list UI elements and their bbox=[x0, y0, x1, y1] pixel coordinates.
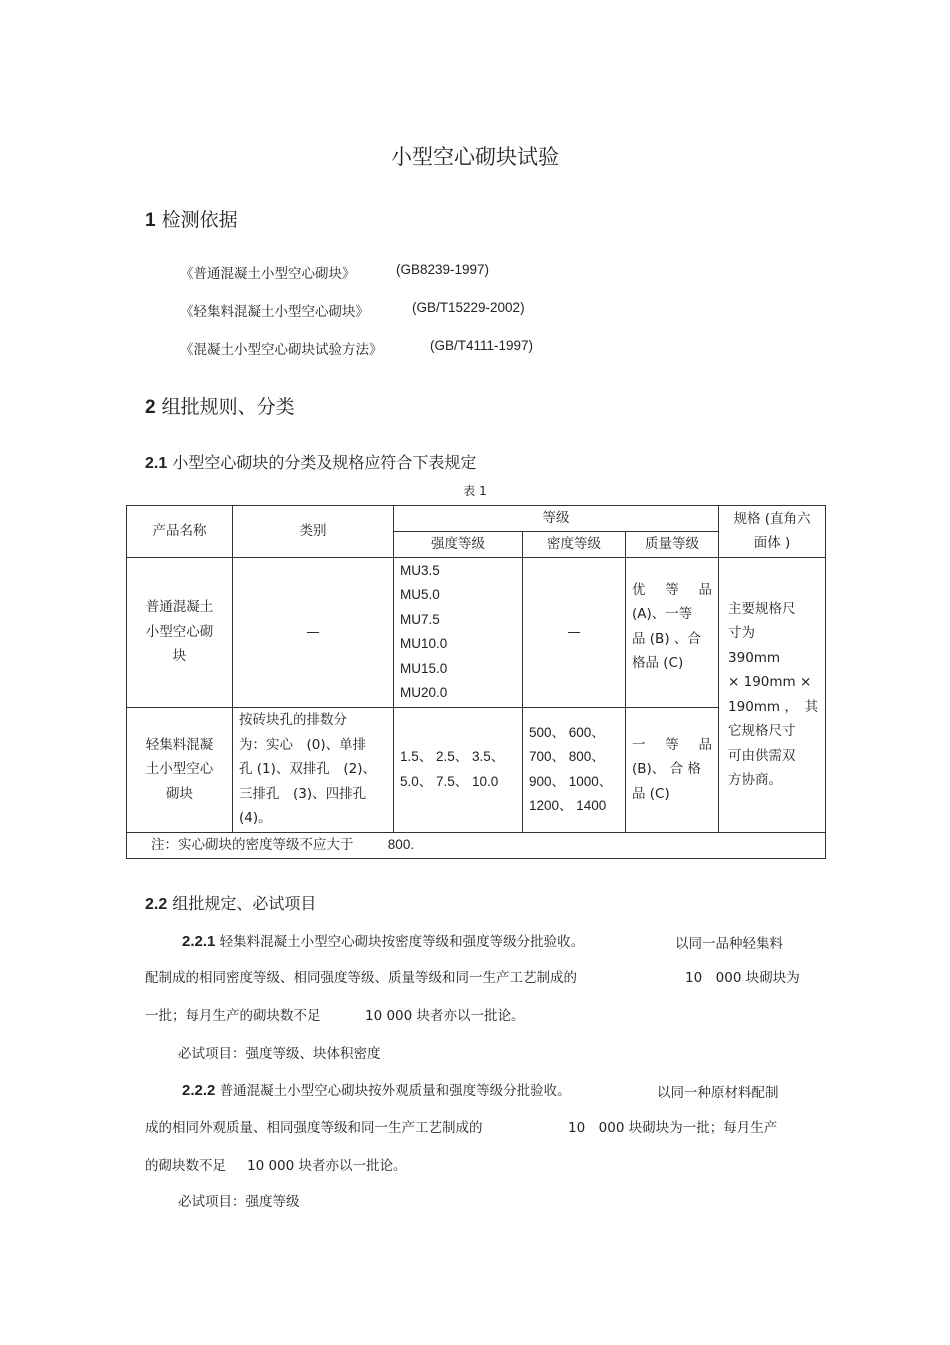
section-2-1-title: 小型空心砌块的分类及规格应符合下表规定 bbox=[172, 453, 477, 472]
header-quality-grade: 质量等级 bbox=[626, 531, 719, 557]
page-title: 小型空心砌块试验 bbox=[391, 145, 559, 169]
header-density-grade: 密度等级 bbox=[523, 531, 626, 557]
row2-type-line: (4)。 bbox=[239, 810, 272, 827]
clause-2-2-1-line-3-end: 10 000 块者亦以一批论。 bbox=[365, 1008, 525, 1024]
row1-quality-line: 优 等 品 bbox=[632, 581, 713, 598]
row1-quality-line: 品 (B) 、合 bbox=[632, 630, 701, 647]
reference-3-name: 《混凝土小型空心砌块试验方法》 bbox=[180, 342, 383, 358]
clause-2-2-2-number: 2.2.2 bbox=[182, 1082, 216, 1099]
row1-type: — bbox=[233, 557, 394, 707]
table-caption: 表 1 bbox=[463, 484, 487, 498]
row2-product-name bbox=[127, 707, 233, 832]
row2-quality bbox=[626, 707, 719, 832]
row2-product-line: 砌块 bbox=[166, 785, 193, 802]
spec-cell bbox=[719, 557, 826, 832]
row2-quality-line: (B)、 合 格 bbox=[632, 761, 701, 778]
table-row bbox=[127, 557, 826, 707]
row1-strength-value: MU7.5 bbox=[400, 611, 440, 627]
row2-type-line: 孔 (1)、双排孔 (2)、 bbox=[239, 761, 377, 778]
clause-2-2-2-line-3-end: 10 000 块者亦以一批论。 bbox=[247, 1158, 407, 1174]
clause-2-2-1-line-1 bbox=[182, 930, 584, 950]
reference-1-code: (GB8239-1997) bbox=[396, 262, 490, 277]
clause-2-2-1-required-tests: 必试项目：强度等级、块体积密度 bbox=[178, 1046, 381, 1062]
section-2-1-number: 2.1 bbox=[145, 455, 168, 472]
row2-density-grades bbox=[523, 707, 626, 832]
section-2-2-number: 2.2 bbox=[145, 896, 168, 913]
row1-strength-value: MU3.5 bbox=[400, 562, 440, 578]
section-1-number: 1 bbox=[145, 210, 156, 231]
row2-density-line: 900、 1000、 bbox=[529, 773, 613, 789]
row1-product-name bbox=[127, 557, 233, 707]
row1-quality-line: 格品 (C) bbox=[632, 655, 684, 671]
table-note-value: 800. bbox=[387, 836, 415, 852]
row1-product-line: 小型空心砌 bbox=[145, 623, 214, 640]
clause-text: 轻集料混凝土小型空心砌块按密度等级和强度等级分批验收。 bbox=[219, 934, 585, 950]
clause-2-2-1-line-3: 一批；每月生产的砌块数不足 bbox=[145, 1008, 321, 1024]
row1-product-line: 块 bbox=[172, 648, 187, 665]
row1-strength-value: MU5.0 bbox=[400, 587, 440, 602]
row2-density-line: 500、 600、 bbox=[529, 724, 605, 740]
clause-2-2-2-required-tests: 必试项目：强度等级 bbox=[178, 1194, 300, 1210]
row1-strength-grades bbox=[394, 557, 523, 707]
block-classification-table bbox=[126, 505, 826, 859]
clause-2-2-2-line-1 bbox=[182, 1079, 571, 1099]
table-note-label: 注：实心砌块的密度等级不应大于 bbox=[151, 836, 354, 853]
clause-2-2-2-line-1-end: 以同一种原材料配制 bbox=[657, 1085, 779, 1101]
row1-quality bbox=[626, 557, 719, 707]
section-2-2-title: 组批规定、必试项目 bbox=[172, 894, 317, 913]
spec-line: 它规格尺寸 bbox=[728, 723, 796, 739]
row2-product-line: 土小型空心 bbox=[145, 761, 214, 778]
row2-product-line: 轻集料混凝 bbox=[145, 736, 214, 753]
row2-type-line: 为：实心 (0)、单排 bbox=[239, 736, 367, 753]
row2-quality-line: 一 等 品 bbox=[632, 736, 713, 753]
header-spec bbox=[719, 506, 826, 558]
row1-strength-value: MU20.0 bbox=[400, 685, 448, 700]
clause-2-2-2-line-2-end: 10 000 块砌块为一批；每月生产 bbox=[568, 1120, 778, 1136]
clause-2-2-2-line-3: 的砌块数不足 bbox=[145, 1158, 226, 1174]
row1-product-line: 普通混凝土 bbox=[145, 599, 214, 616]
header-spec-line-1: 规格 (直角六 bbox=[733, 510, 811, 527]
header-strength-grade: 强度等级 bbox=[394, 531, 523, 557]
section-2-2-heading bbox=[145, 891, 316, 914]
header-spec-line-2: 面体 ) bbox=[753, 535, 791, 552]
spec-line: 寸为 390mm bbox=[728, 625, 781, 666]
row1-quality-line: (A)、一等 bbox=[632, 606, 693, 622]
header-product-name: 产品名称 bbox=[127, 506, 233, 558]
spec-line: 可由供需双 bbox=[728, 747, 796, 764]
section-2-heading bbox=[145, 392, 295, 419]
section-2-title: 组批规则、分类 bbox=[161, 396, 295, 418]
row2-strength-line: 1.5、 2.5、 3.5、 bbox=[400, 749, 505, 764]
row2-quality-line: 品 (C) bbox=[632, 785, 670, 802]
section-1-heading bbox=[145, 205, 238, 232]
section-2-1-heading bbox=[145, 450, 476, 473]
reference-2-code: (GB/T15229-2002) bbox=[412, 300, 525, 315]
clause-2-2-1-number: 2.2.1 bbox=[182, 933, 216, 950]
spec-line: 主要规格尺 bbox=[728, 600, 796, 617]
row2-density-line: 700、 800、 bbox=[529, 749, 605, 764]
reference-1-name: 《普通混凝土小型空心砌块》 bbox=[180, 266, 356, 282]
row2-strength-line: 5.0、 7.5、 10.0 bbox=[400, 773, 499, 789]
row2-type-line: 按砖块孔的排数分 bbox=[239, 712, 347, 729]
table-note bbox=[127, 832, 826, 858]
row1-strength-value: MU15.0 bbox=[400, 660, 448, 676]
row2-type bbox=[233, 707, 394, 832]
clause-2-2-1-line-2: 配制成的相同密度等级、相同强度等级、质量等级和同一生产工艺制成的 bbox=[145, 970, 577, 986]
clause-2-2-2-line-2: 成的相同外观质量、相同强度等级和同一生产工艺制成的 bbox=[145, 1120, 483, 1136]
spec-line: × 190mm × bbox=[728, 674, 812, 690]
row2-type-line: 三排孔 (3)、四排孔 bbox=[239, 785, 367, 802]
header-type: 类别 bbox=[233, 506, 394, 558]
header-grade: 等级 bbox=[394, 506, 719, 532]
clause-text: 普通混凝土小型空心砌块按外观质量和强度等级分批验收。 bbox=[219, 1083, 571, 1099]
clause-2-2-1-line-1-end: 以同一品种轻集料 bbox=[675, 936, 783, 952]
clause-2-2-1-line-2-end: 10 000 块砌块为 bbox=[685, 970, 800, 986]
reference-2-name: 《轻集料混凝土小型空心砌块》 bbox=[180, 304, 369, 320]
row1-density: — bbox=[523, 557, 626, 707]
section-1-title: 检测依据 bbox=[161, 209, 238, 231]
row2-density-line: 1200、 1400 bbox=[529, 798, 607, 813]
row1-strength-value: MU10.0 bbox=[400, 636, 448, 651]
row2-strength-grades bbox=[394, 707, 523, 832]
section-2-number: 2 bbox=[145, 397, 156, 418]
spec-line: 190mm ， 其 bbox=[728, 698, 819, 715]
reference-3-code: (GB/T4111-1997) bbox=[430, 338, 534, 353]
spec-line: 方协商。 bbox=[728, 772, 783, 788]
